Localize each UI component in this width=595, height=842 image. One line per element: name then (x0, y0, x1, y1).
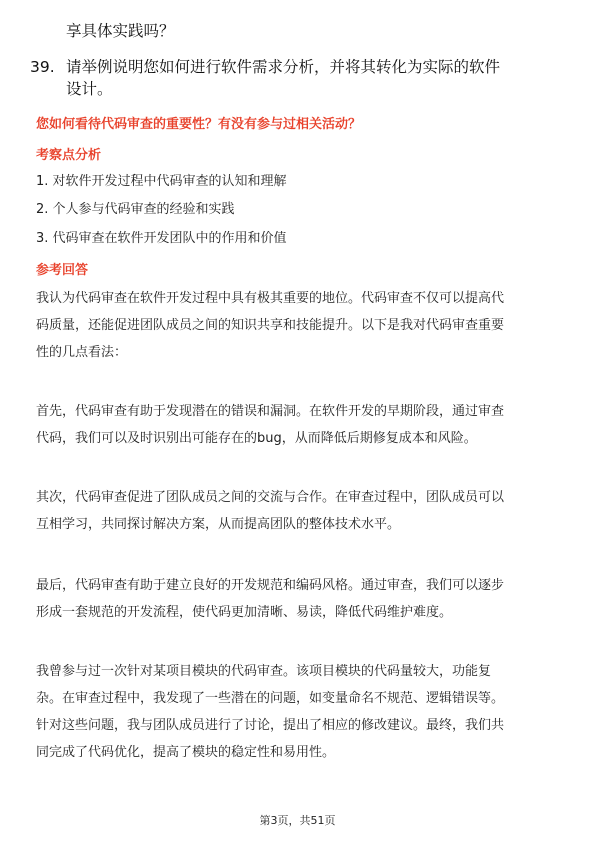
question-39 (30, 56, 570, 100)
previous-question-continuation: 享具体实践吗？ (66, 22, 175, 40)
paragraph-line: 形成一套规范的开发流程，使代码更加清晰、易读，降低代码维护难度。 (36, 605, 453, 620)
paragraph-line: 针对这些问题，我与团队成员进行了讨论，提出了相应的修改建议。最终，我们共 (36, 718, 505, 733)
answer-paragraph (36, 572, 566, 626)
paragraph-line: 性的几点看法： (36, 345, 128, 360)
analysis-item: 2. 个人参与代码审查的经验和实践 (36, 202, 235, 217)
answer-paragraph (36, 658, 566, 766)
answer-heading: 参考回答 (36, 263, 89, 278)
answer-paragraph (36, 398, 566, 452)
paragraph-line: 最后，代码审查有助于建立良好的开发规范和编码风格。通过审查，我们可以逐步 (36, 578, 505, 593)
answer-paragraph (36, 285, 566, 366)
paragraph-line: 其次，代码审查促进了团队成员之间的交流与合作。在审查过程中，团队成员可以 (36, 490, 505, 505)
page-footer: 第3页，共51页 (259, 814, 336, 827)
interview-question-heading: 您如何看待代码审查的重要性？有没有参与过相关活动？ (36, 117, 362, 132)
answer-paragraph (36, 484, 566, 538)
paragraph-line: 互相学习，共同探讨解决方案，从而提高团队的整体技术水平。 (36, 517, 401, 532)
analysis-item: 3. 代码审查在软件开发团队中的作用和价值 (36, 231, 287, 246)
paragraph-line: 杂。在审查过程中，我发现了一些潜在的问题，如变量命名不规范、逻辑错误等。 (36, 691, 505, 706)
analysis-item: 1. 对软件开发过程中代码审查的认知和理解 (36, 174, 287, 189)
question-line: 请举例说明您如何进行软件需求分析，并将其转化为实际的软件 (66, 58, 501, 76)
question-line: 设计。 (66, 80, 113, 98)
paragraph-line: 首先，代码审查有助于发现潜在的错误和漏洞。在软件开发的早期阶段，通过审查 (36, 404, 505, 419)
paragraph-line: 代码，我们可以及时识别出可能存在的bug，从而降低后期修复成本和风险。 (36, 431, 477, 446)
paragraph-line: 我曾参与过一次针对某项目模块的代码审查。该项目模块的代码量较大，功能复 (36, 664, 492, 679)
paragraph-line: 码质量，还能促进团队成员之间的知识共享和技能提升。以下是我对代码审查重要 (36, 318, 505, 333)
paragraph-line: 我认为代码审查在软件开发过程中具有极其重要的地位。代码审查不仅可以提高代 (36, 291, 505, 306)
question-text (66, 56, 570, 100)
question-number: 39. (30, 58, 55, 76)
paragraph-line: 同完成了代码优化，提高了模块的稳定性和易用性。 (36, 745, 336, 760)
analysis-heading: 考察点分析 (36, 148, 102, 163)
